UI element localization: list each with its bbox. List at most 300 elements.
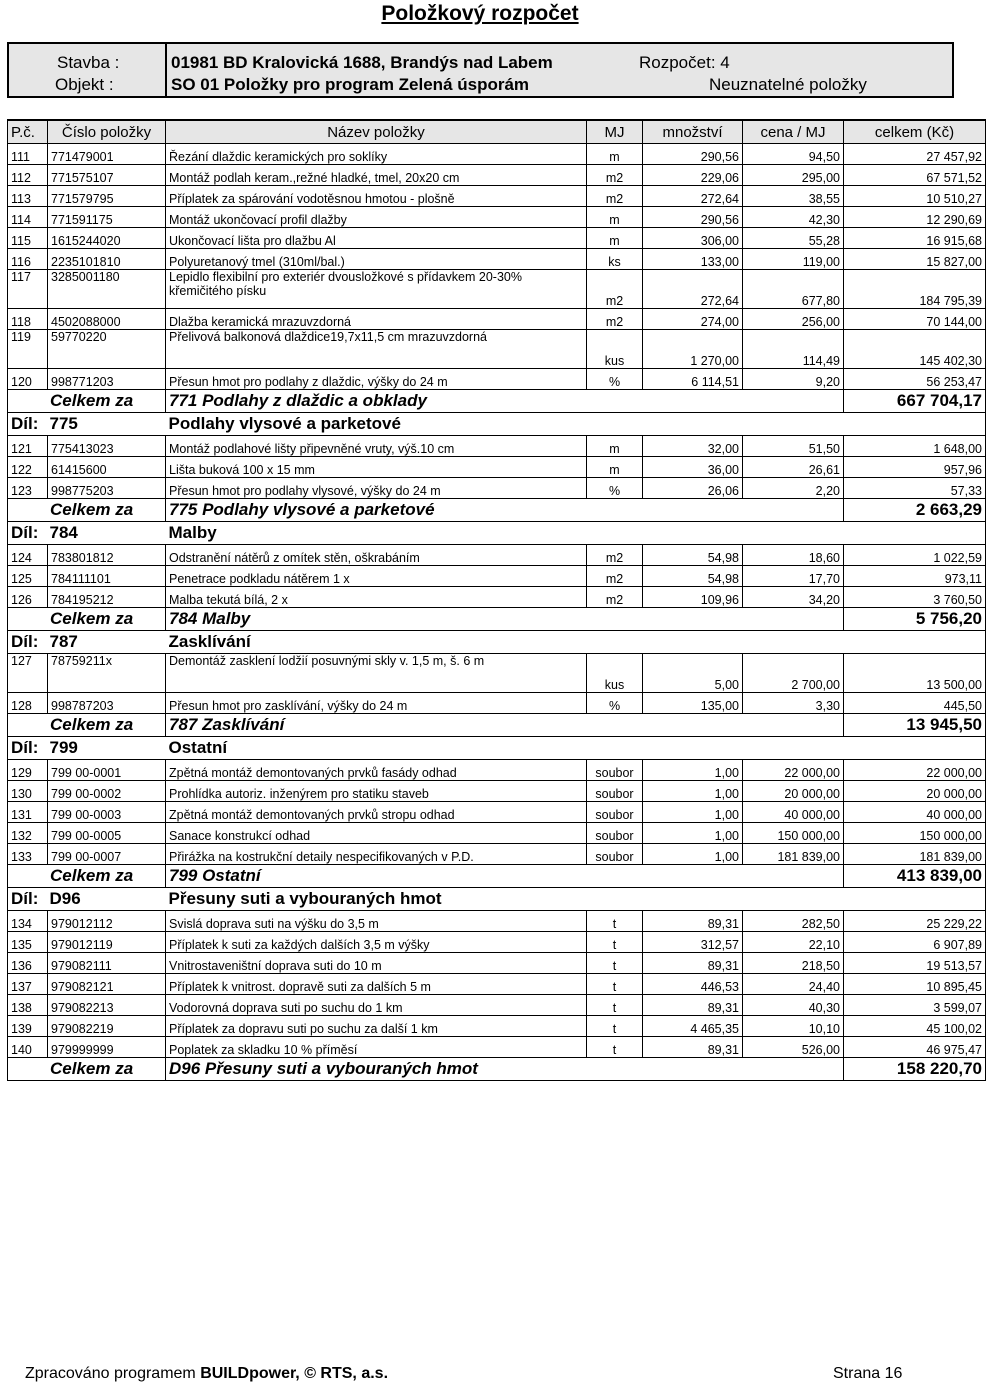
item-name: Zpětná montáž demontovaných prvků stropu odhad — [166, 802, 587, 823]
sum-label: Celkem za — [8, 608, 166, 631]
item-qty: 1,00 — [643, 844, 743, 865]
item-qty: 89,31 — [643, 995, 743, 1016]
item-total: 10 895,45 — [844, 974, 986, 995]
item-qty: 1,00 — [643, 802, 743, 823]
item-qty: 290,56 — [643, 144, 743, 165]
item-qty: 1,00 — [643, 823, 743, 844]
objekt-label: Objekt : — [55, 75, 114, 94]
table-row — [8, 1016, 986, 1037]
item-price: 26,61 — [743, 457, 844, 478]
item-pc: 130 — [8, 781, 48, 802]
dil-name: Přesuny suti a vybouraných hmot — [166, 888, 986, 911]
table-row — [8, 165, 986, 186]
table-row — [8, 249, 986, 270]
item-qty: 1 270,00 — [643, 330, 743, 369]
item-name: Přelivová balkonová dlaždice19,7x11,5 cm mrazuvzdorná — [166, 330, 587, 369]
item-qty: 1,00 — [643, 781, 743, 802]
item-pc: 140 — [8, 1037, 48, 1058]
item-code: 799 00-0005 — [48, 823, 166, 844]
rozpocet-label: Rozpočet: 4 — [639, 53, 730, 72]
item-code: 4502088000 — [48, 309, 166, 330]
page-title: Položkový rozpočet — [381, 2, 579, 25]
table-row — [8, 478, 986, 499]
item-name: Svislá doprava suti na výšku do 3,5 m — [166, 911, 587, 932]
item-qty: 6 114,51 — [643, 369, 743, 390]
footer-program-name: BUILDpower, — [200, 1365, 300, 1382]
item-total: 10 510,27 — [844, 186, 986, 207]
section-total-row — [8, 390, 986, 413]
item-price: 22 000,00 — [743, 760, 844, 781]
item-total: 3 760,50 — [844, 587, 986, 608]
item-mj: m2 — [587, 270, 643, 309]
item-mj: t — [587, 932, 643, 953]
item-total: 6 907,89 — [844, 932, 986, 953]
sum-name: D96 Přesuny suti a vybouraných hmot — [166, 1058, 844, 1081]
item-pc: 119 — [8, 330, 48, 369]
table-row — [8, 932, 986, 953]
item-name: Odstranění nátěrů z omítek stěn, oškrabáním — [166, 545, 587, 566]
col-header-pc: P.č. — [8, 120, 48, 144]
item-mj: m2 — [587, 165, 643, 186]
item-name: Sanace konstrukcí odhad — [166, 823, 587, 844]
item-price: 40,30 — [743, 995, 844, 1016]
footer-copyright: © RTS, a.s. — [299, 1365, 389, 1382]
item-code: 3285001180 — [48, 270, 166, 309]
item-code: 979999999 — [48, 1037, 166, 1058]
table-row — [8, 207, 986, 228]
table-row — [8, 330, 986, 369]
table-row — [8, 144, 986, 165]
section-total-row — [8, 608, 986, 631]
item-mj: m — [587, 436, 643, 457]
item-price: 295,00 — [743, 165, 844, 186]
table-row — [8, 953, 986, 974]
item-pc: 133 — [8, 844, 48, 865]
section-total-row — [8, 1058, 986, 1081]
table-row — [8, 436, 986, 457]
item-name: Dlažba keramická mrazuvzdorná — [166, 309, 587, 330]
item-mj: m2 — [587, 545, 643, 566]
item-pc: 134 — [8, 911, 48, 932]
item-total: 22 000,00 — [844, 760, 986, 781]
section-header-row — [8, 631, 986, 654]
project-header — [7, 42, 954, 98]
item-mj: soubor — [587, 781, 643, 802]
item-name: Vodorovná doprava suti po suchu do 1 km — [166, 995, 587, 1016]
item-price: 38,55 — [743, 186, 844, 207]
item-mj: m2 — [587, 186, 643, 207]
col-header-price: cena / MJ — [743, 120, 844, 144]
item-pc: 127 — [8, 654, 48, 693]
item-code: 979082219 — [48, 1016, 166, 1037]
sum-label: Celkem za — [8, 390, 166, 413]
sum-label: Celkem za — [8, 865, 166, 888]
item-code: 771591175 — [48, 207, 166, 228]
item-price: 55,28 — [743, 228, 844, 249]
table-row — [8, 228, 986, 249]
sum-name: 771 Podlahy z dlaždic a obklady — [166, 390, 844, 413]
item-mj: t — [587, 953, 643, 974]
item-name: Montáž podlahové lišty připevněné vruty, výš.10 cm — [166, 436, 587, 457]
item-code: 59770220 — [48, 330, 166, 369]
table-row — [8, 802, 986, 823]
sum-total: 413 839,00 — [844, 865, 986, 888]
item-code: 775413023 — [48, 436, 166, 457]
item-total: 3 599,07 — [844, 995, 986, 1016]
item-pc: 122 — [8, 457, 48, 478]
item-total: 181 839,00 — [844, 844, 986, 865]
item-pc: 113 — [8, 186, 48, 207]
item-price: 2,20 — [743, 478, 844, 499]
item-price: 2 700,00 — [743, 654, 844, 693]
neuznatelne-label: Neuznatelné položky — [709, 75, 867, 94]
item-pc: 115 — [8, 228, 48, 249]
item-pc: 112 — [8, 165, 48, 186]
item-mj: % — [587, 693, 643, 714]
section-header-row — [8, 522, 986, 545]
dil-name: Malby — [166, 522, 986, 545]
item-pc: 139 — [8, 1016, 48, 1037]
item-qty: 446,53 — [643, 974, 743, 995]
dil-label: Díl: — [8, 522, 48, 545]
item-code: 979082111 — [48, 953, 166, 974]
item-name: Demontáž zasklení lodžií posuvnými skly v. 1,5 m, š. 6 m — [166, 654, 587, 693]
item-code: 979082121 — [48, 974, 166, 995]
item-qty: 4 465,35 — [643, 1016, 743, 1037]
dil-name: Ostatní — [166, 737, 986, 760]
item-total: 45 100,02 — [844, 1016, 986, 1037]
col-header-qty: množství — [643, 120, 743, 144]
item-code: 783801812 — [48, 545, 166, 566]
item-qty: 274,00 — [643, 309, 743, 330]
item-name: Příplatek za spárování vodotěsnou hmotou - plošně — [166, 186, 587, 207]
item-pc: 132 — [8, 823, 48, 844]
item-qty: 306,00 — [643, 228, 743, 249]
item-price: 677,80 — [743, 270, 844, 309]
item-total: 57,33 — [844, 478, 986, 499]
item-total: 56 253,47 — [844, 369, 986, 390]
item-mj: m2 — [587, 587, 643, 608]
table-row — [8, 654, 986, 693]
item-name: Přesun hmot pro podlahy vlysové, výšky do 24 m — [166, 478, 587, 499]
item-qty: 89,31 — [643, 1037, 743, 1058]
item-pc: 136 — [8, 953, 48, 974]
table-row — [8, 270, 986, 309]
dil-name: Podlahy vlysové a parketové — [166, 413, 986, 436]
item-pc: 114 — [8, 207, 48, 228]
item-pc: 117 — [8, 270, 48, 309]
item-price: 256,00 — [743, 309, 844, 330]
item-total: 1 022,59 — [844, 545, 986, 566]
item-name: Penetrace podkladu nátěrem 1 x — [166, 566, 587, 587]
item-total: 67 571,52 — [844, 165, 986, 186]
item-mj: m2 — [587, 566, 643, 587]
item-name: Lepidlo flexibilní pro exteriér dvousložkové s přídavkem 20-30% křemičitého písku — [166, 270, 587, 309]
col-header-mj: MJ — [587, 120, 643, 144]
item-qty: 5,00 — [643, 654, 743, 693]
item-mj: ks — [587, 249, 643, 270]
item-total: 150 000,00 — [844, 823, 986, 844]
section-total-row — [8, 499, 986, 522]
page-title-wrap — [0, 2, 960, 26]
objekt-value: SO 01 Položky pro program Zelená úsporám — [171, 75, 530, 94]
item-code: 998787203 — [48, 693, 166, 714]
table-row — [8, 186, 986, 207]
item-mj: kus — [587, 654, 643, 693]
sum-total: 2 663,29 — [844, 499, 986, 522]
item-total: 19 513,57 — [844, 953, 986, 974]
item-pc: 121 — [8, 436, 48, 457]
item-mj: t — [587, 911, 643, 932]
item-pc: 123 — [8, 478, 48, 499]
item-code: 799 00-0003 — [48, 802, 166, 823]
item-total: 13 500,00 — [844, 654, 986, 693]
item-code: 998771203 — [48, 369, 166, 390]
item-total: 145 402,30 — [844, 330, 986, 369]
section-header-row — [8, 413, 986, 436]
item-pc: 129 — [8, 760, 48, 781]
item-price: 20 000,00 — [743, 781, 844, 802]
item-name: Přesun hmot pro podlahy z dlaždic, výšky do 24 m — [166, 369, 587, 390]
item-price: 22,10 — [743, 932, 844, 953]
item-total: 1 648,00 — [844, 436, 986, 457]
table-row — [8, 781, 986, 802]
item-price: 150 000,00 — [743, 823, 844, 844]
table-row — [8, 693, 986, 714]
item-name: Příplatek za dopravu suti po suchu za další 1 km — [166, 1016, 587, 1037]
section-total-row — [8, 865, 986, 888]
sum-label: Celkem za — [8, 1058, 166, 1081]
item-code: 78759211x — [48, 654, 166, 693]
item-name: Ukončovací lišta pro dlažbu Al — [166, 228, 587, 249]
item-mj: kus — [587, 330, 643, 369]
footer-page: Strana 16 — [833, 1365, 903, 1382]
table-row — [8, 911, 986, 932]
sum-total: 667 704,17 — [844, 390, 986, 413]
item-code: 799 00-0001 — [48, 760, 166, 781]
item-pc: 131 — [8, 802, 48, 823]
item-name: Příplatek k suti za každých dalších 3,5 m výšky — [166, 932, 587, 953]
item-mj: t — [587, 1016, 643, 1037]
item-price: 17,70 — [743, 566, 844, 587]
sum-label: Celkem za — [8, 499, 166, 522]
dil-code: 784 — [48, 522, 166, 545]
item-code: 799 00-0007 — [48, 844, 166, 865]
item-price: 10,10 — [743, 1016, 844, 1037]
dil-name: Zasklívání — [166, 631, 986, 654]
item-name: Prohlídka autoriz. inženýrem pro statiku staveb — [166, 781, 587, 802]
item-qty: 89,31 — [643, 911, 743, 932]
item-qty: 272,64 — [643, 270, 743, 309]
item-code: 771479001 — [48, 144, 166, 165]
sum-label: Celkem za — [8, 714, 166, 737]
section-header-row — [8, 888, 986, 911]
sum-name: 784 Malby — [166, 608, 844, 631]
item-total: 15 827,00 — [844, 249, 986, 270]
item-mj: soubor — [587, 802, 643, 823]
footer-program — [25, 1365, 388, 1383]
item-pc: 111 — [8, 144, 48, 165]
dil-code: D96 — [48, 888, 166, 911]
item-code: 979012112 — [48, 911, 166, 932]
item-name: Příplatek k vnitrost. dopravě suti za dalších 5 m — [166, 974, 587, 995]
item-mj: t — [587, 974, 643, 995]
item-name: Montáž ukončovací profil dlažby — [166, 207, 587, 228]
item-price: 40 000,00 — [743, 802, 844, 823]
table-row — [8, 823, 986, 844]
item-mj: m — [587, 207, 643, 228]
item-pc: 125 — [8, 566, 48, 587]
sum-total: 158 220,70 — [844, 1058, 986, 1081]
stavba-value: 01981 BD Kralovická 1688, Brandýs nad Labem — [171, 53, 553, 72]
item-qty: 133,00 — [643, 249, 743, 270]
item-total: 40 000,00 — [844, 802, 986, 823]
item-price: 9,20 — [743, 369, 844, 390]
item-code: 771579795 — [48, 186, 166, 207]
table-row — [8, 457, 986, 478]
item-mj: soubor — [587, 823, 643, 844]
item-code: 799 00-0002 — [48, 781, 166, 802]
item-mj: t — [587, 995, 643, 1016]
sum-name: 775 Podlahy vlysové a parketové — [166, 499, 844, 522]
table-row — [8, 844, 986, 865]
item-qty: 54,98 — [643, 566, 743, 587]
item-price: 119,00 — [743, 249, 844, 270]
item-total: 27 457,92 — [844, 144, 986, 165]
item-mj: % — [587, 369, 643, 390]
item-mj: t — [587, 1037, 643, 1058]
item-qty: 1,00 — [643, 760, 743, 781]
budget-table — [7, 119, 986, 1081]
item-qty: 36,00 — [643, 457, 743, 478]
item-total: 46 975,47 — [844, 1037, 986, 1058]
sum-name: 787 Zasklívání — [166, 714, 844, 737]
item-price: 181 839,00 — [743, 844, 844, 865]
table-row — [8, 1037, 986, 1058]
column-header-row — [8, 120, 986, 144]
table-row — [8, 309, 986, 330]
item-mj: m2 — [587, 309, 643, 330]
item-mj: soubor — [587, 760, 643, 781]
item-pc: 120 — [8, 369, 48, 390]
item-qty: 290,56 — [643, 207, 743, 228]
item-name: Polyuretanový tmel (310ml/bal.) — [166, 249, 587, 270]
item-code: 979082213 — [48, 995, 166, 1016]
item-name: Vnitrostaveništní doprava suti do 10 m — [166, 953, 587, 974]
item-name: Poplatek za skladku 10 % příměsí — [166, 1037, 587, 1058]
table-row — [8, 566, 986, 587]
item-price: 94,50 — [743, 144, 844, 165]
section-total-row — [8, 714, 986, 737]
item-pc: 135 — [8, 932, 48, 953]
item-price: 282,50 — [743, 911, 844, 932]
item-code: 1615244020 — [48, 228, 166, 249]
item-price: 114,49 — [743, 330, 844, 369]
item-total: 12 290,69 — [844, 207, 986, 228]
item-pc: 128 — [8, 693, 48, 714]
item-price: 34,20 — [743, 587, 844, 608]
sum-total: 13 945,50 — [844, 714, 986, 737]
item-mj: soubor — [587, 844, 643, 865]
item-mj: % — [587, 478, 643, 499]
item-qty: 135,00 — [643, 693, 743, 714]
item-total: 70 144,00 — [844, 309, 986, 330]
item-total: 973,11 — [844, 566, 986, 587]
item-price: 526,00 — [743, 1037, 844, 1058]
item-qty: 272,64 — [643, 186, 743, 207]
item-qty: 32,00 — [643, 436, 743, 457]
item-pc: 116 — [8, 249, 48, 270]
table-row — [8, 369, 986, 390]
item-qty: 229,06 — [643, 165, 743, 186]
item-pc: 138 — [8, 995, 48, 1016]
header-divider — [165, 42, 167, 98]
item-price: 18,60 — [743, 545, 844, 566]
item-name: Řezání dlaždic keramických pro soklíky — [166, 144, 587, 165]
item-name: Zpětná montáž demontovaných prvků fasády odhad — [166, 760, 587, 781]
table-row — [8, 587, 986, 608]
item-name: Malba tekutá bílá, 2 x — [166, 587, 587, 608]
item-code: 61415600 — [48, 457, 166, 478]
item-price: 24,40 — [743, 974, 844, 995]
sum-name: 799 Ostatní — [166, 865, 844, 888]
col-header-name: Název položky — [166, 120, 587, 144]
item-mj: m — [587, 457, 643, 478]
col-header-code: Číslo položky — [48, 120, 166, 144]
item-code: 771575107 — [48, 165, 166, 186]
sum-total: 5 756,20 — [844, 608, 986, 631]
stavba-label: Stavba : — [57, 53, 120, 72]
item-code: 2235101810 — [48, 249, 166, 270]
table-row — [8, 974, 986, 995]
item-price: 51,50 — [743, 436, 844, 457]
item-code: 784111101 — [48, 566, 166, 587]
item-code: 784195212 — [48, 587, 166, 608]
item-total: 445,50 — [844, 693, 986, 714]
dil-code: 787 — [48, 631, 166, 654]
item-price: 42,30 — [743, 207, 844, 228]
item-pc: 118 — [8, 309, 48, 330]
item-qty: 89,31 — [643, 953, 743, 974]
table-row — [8, 545, 986, 566]
dil-label: Díl: — [8, 888, 48, 911]
section-header-row — [8, 737, 986, 760]
item-total: 20 000,00 — [844, 781, 986, 802]
item-qty: 312,57 — [643, 932, 743, 953]
dil-label: Díl: — [8, 737, 48, 760]
dil-label: Díl: — [8, 413, 48, 436]
item-code: 998775203 — [48, 478, 166, 499]
item-qty: 26,06 — [643, 478, 743, 499]
col-header-total: celkem (Kč) — [844, 120, 986, 144]
dil-code: 799 — [48, 737, 166, 760]
item-name: Lišta buková 100 x 15 mm — [166, 457, 587, 478]
item-price: 3,30 — [743, 693, 844, 714]
item-mj: m — [587, 228, 643, 249]
item-total: 16 915,68 — [844, 228, 986, 249]
dil-code: 775 — [48, 413, 166, 436]
item-name: Přesun hmot pro zasklívání, výšky do 24 m — [166, 693, 587, 714]
item-name: Přirážka na kostrukční detaily nespecifikovaných v P.D. — [166, 844, 587, 865]
item-mj: m — [587, 144, 643, 165]
footer-program-prefix: Zpracováno programem — [25, 1365, 201, 1382]
item-name: Montáž podlah keram.,režné hladké, tmel, 20x20 cm — [166, 165, 587, 186]
dil-label: Díl: — [8, 631, 48, 654]
item-total: 25 229,22 — [844, 911, 986, 932]
item-pc: 137 — [8, 974, 48, 995]
table-row — [8, 760, 986, 781]
item-price: 218,50 — [743, 953, 844, 974]
